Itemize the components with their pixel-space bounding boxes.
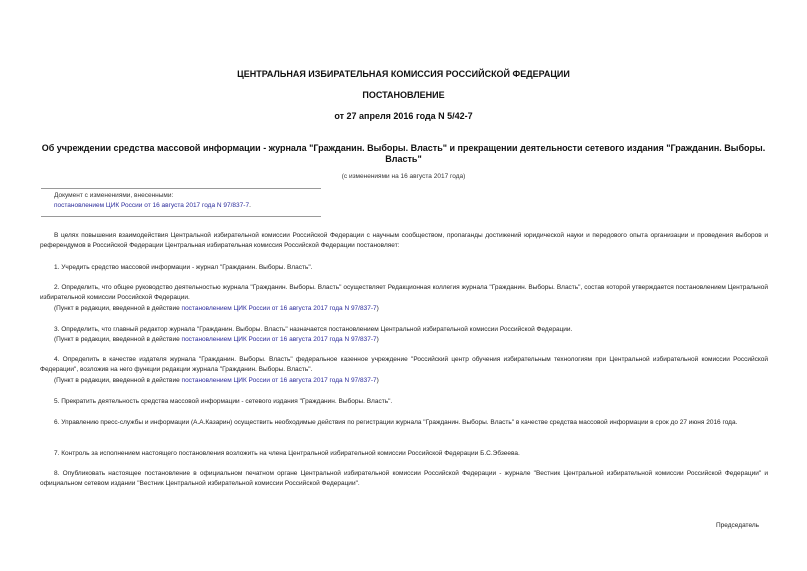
- changes-note-link[interactable]: постановлением ЦИК России от 16 августа 2017 года N 97/837-7: [54, 202, 250, 209]
- paragraph-7: 7. Контроль за исполнением настоящего постановления возложить на члена Центральной избирательной комиссии Российской Федерации Б.С.Эбзеева.: [54, 450, 520, 457]
- paragraph-5: 5. Прекратить деятельность средства массовой информации - сетевого издания "Гражданин. Выборы. Власть".: [54, 398, 393, 405]
- amendment-note-4: (Пункт в редакции, введенной в действие постановлением ЦИК России от 16 августа 2017 года N 97/837-7): [54, 377, 379, 384]
- amendment-link-3[interactable]: постановлением ЦИК России от 16 августа 2017 года N 97/837-7: [181, 336, 377, 343]
- paragraph-3: 3. Определить, что главный редактор журнала "Гражданин. Выборы. Власть" назначается постановлением Центральной избирательной комиссии Российской Федерации.: [54, 326, 573, 333]
- changes-note-tail: .: [249, 202, 251, 209]
- amendment-link-4[interactable]: постановлением ЦИК России от 16 августа 2017 года N 97/837-7: [181, 377, 377, 384]
- signature-title: Председатель: [716, 522, 760, 529]
- paragraph-2: 2. Определить, что общее руководство деятельностью журнала "Гражданин. Выборы. Власть" осуществляет Редакционная коллегия журнала "Гражданин. Выборы. Власть", состав которой утверждается постановлением Центральной избирательной комиссии Российской Федерации.: [40, 284, 768, 301]
- amendment-link-2[interactable]: постановлением ЦИК России от 16 августа 2017 года N 97/837-7: [181, 305, 377, 312]
- changes-note-link-line: [54, 201, 251, 211]
- amendment-note-3: (Пункт в редакции, введенной в действие постановлением ЦИК России от 16 августа 2017 года N 97/837-7): [54, 336, 379, 343]
- date-number-heading: от 27 апреля 2016 года N 5/42-7: [334, 111, 473, 121]
- amendment-note-2: (Пункт в редакции, введенной в действие постановлением ЦИК России от 16 августа 2017 года N 97/837-7): [54, 305, 379, 312]
- changes-note-bottom-rule: [41, 216, 321, 217]
- paragraph-4: 4. Определить в качестве издателя журнала "Гражданин. Выборы. Власть" федеральное казенное учреждение "Российский центр обучения избирательным технологиям при Центральной избирательной комиссии Российской Федерации", возложив на него функции редакции журнала "Гражданин. Выборы. Власть".: [40, 356, 768, 373]
- changes-note-top-rule: [41, 188, 321, 189]
- commission-heading: ЦЕНТРАЛЬНАЯ ИЗБИРАТЕЛЬНАЯ КОМИССИЯ РОССИЙСКОЙ ФЕДЕРАЦИИ: [237, 69, 570, 79]
- paragraph-1: 1. Учредить средство массовой информации - журнал "Гражданин. Выборы. Власть".: [54, 264, 313, 271]
- paragraph-6: 6. Управлению пресс-службы и информации (А.А.Казарин) осуществить необходимые действия по регистрации журнала "Гражданин. Выборы. Власть" в качестве средства массовой информации в срок до 27 июня 2016 года.: [54, 419, 738, 426]
- changes-note-label: Документ с изменениями, внесенными:: [54, 192, 174, 199]
- paragraph-intro: В целях повышения взаимодействия Центральной избирательной комиссии Российской Федерации с научным сообществом, пропаганды достижений юридической науки и передового опыта организации и проведения выборов и референдумов в Российской Федерации Центральная избирательная комиссия Российской Федерации постановляет:: [40, 232, 768, 249]
- document-title-line-1: Об учреждении средства массовой информации - журнала "Гражданин. Выборы. Власть" и прекращении деятельности сетевого издания "Гражданин. Выборы.: [41, 143, 766, 153]
- document-title-line-2: Власть": [385, 154, 422, 164]
- edition-note: (с изменениями на 16 августа 2017 года): [341, 173, 466, 180]
- document-type-heading: ПОСТАНОВЛЕНИЕ: [362, 90, 445, 100]
- paragraph-8: 8. Опубликовать настоящее постановление в официальном печатном органе Центральной избирательной комиссии Российской Федерации - журнале "Вестник Центральной избирательной комиссии Российской Федерации" и официальном сетевом издании "Вестник Центральной избирательной комиссии Российской Федерации".: [40, 470, 768, 487]
